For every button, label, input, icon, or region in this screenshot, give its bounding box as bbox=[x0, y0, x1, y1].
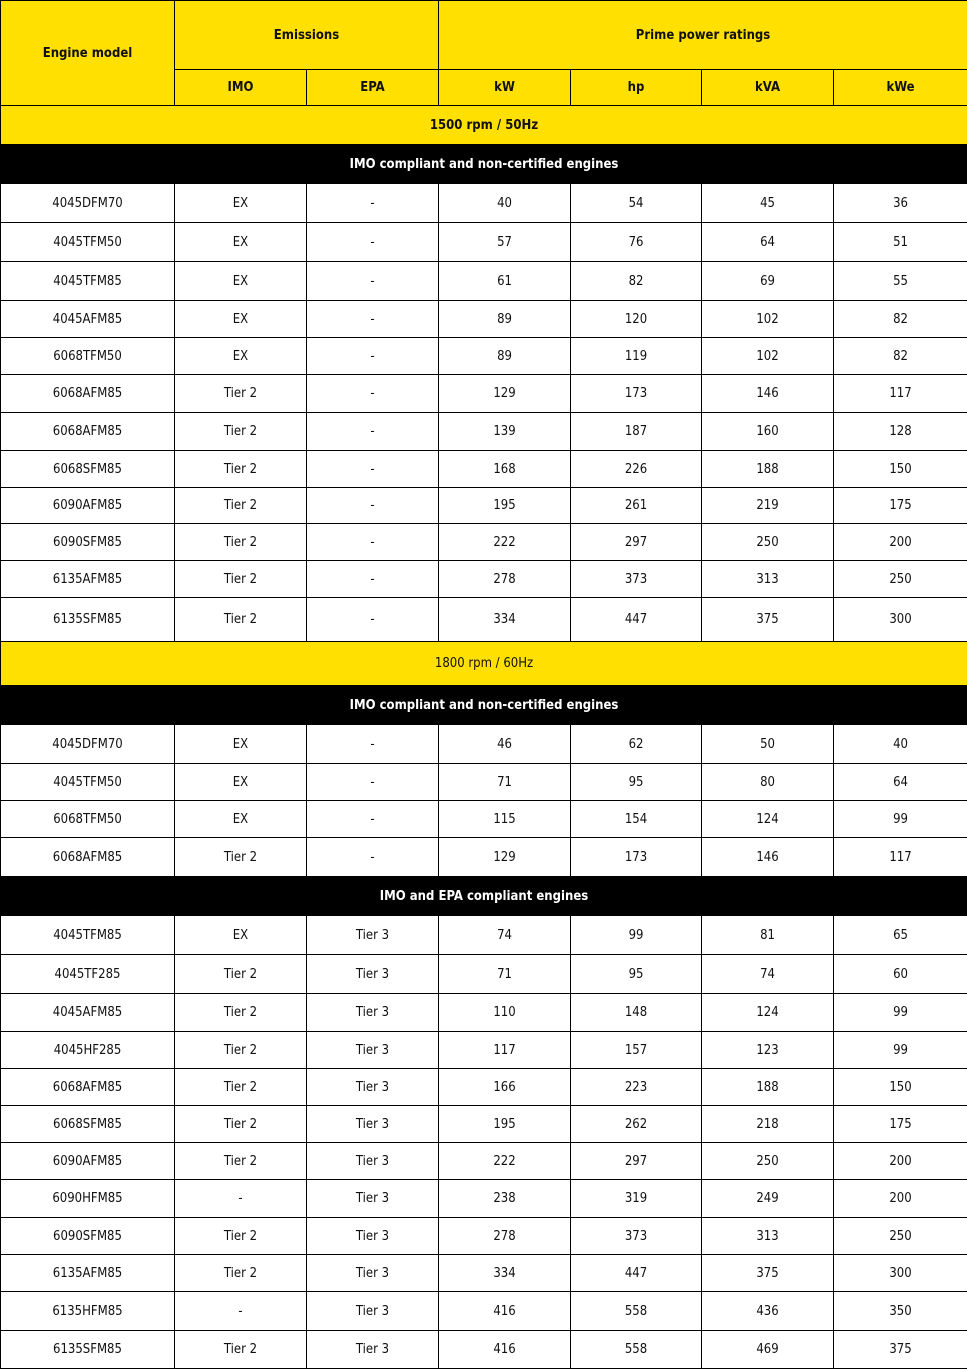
cell-engine-model: 4045TFM50 bbox=[1, 223, 175, 262]
cell-kw: 89 bbox=[439, 301, 571, 338]
cell-epa: - bbox=[307, 838, 439, 877]
cell-engine-model: 6135SFM85 bbox=[1, 1331, 175, 1369]
cell-kwe: 250 bbox=[834, 561, 967, 598]
cell-imo: EX bbox=[175, 262, 307, 301]
table-row bbox=[1, 488, 967, 524]
cell-kwe: 99 bbox=[834, 1032, 967, 1069]
cell-kva: 313 bbox=[702, 561, 834, 598]
cell-epa: - bbox=[307, 598, 439, 642]
cell-imo: Tier 2 bbox=[175, 1218, 307, 1255]
cell-epa: - bbox=[307, 524, 439, 561]
table-row bbox=[1, 1106, 967, 1143]
cell-kwe: 200 bbox=[834, 1143, 967, 1180]
cell-kwe: 150 bbox=[834, 451, 967, 488]
cell-kwe: 64 bbox=[834, 764, 967, 801]
cell-kwe: 300 bbox=[834, 1255, 967, 1292]
table-row bbox=[1, 262, 967, 301]
cell-imo: EX bbox=[175, 764, 307, 801]
cell-kva: 160 bbox=[702, 413, 834, 451]
cell-kwe: 175 bbox=[834, 488, 967, 524]
cell-engine-model: 6090SFM85 bbox=[1, 1218, 175, 1255]
cell-kwe: 82 bbox=[834, 338, 967, 375]
table-row bbox=[1, 955, 967, 994]
cell-hp: 54 bbox=[571, 184, 702, 223]
cell-epa: Tier 3 bbox=[307, 1069, 439, 1106]
cell-engine-model: 6068AFM85 bbox=[1, 413, 175, 451]
cell-kwe: 55 bbox=[834, 262, 967, 301]
speed-band-row bbox=[1, 642, 967, 686]
cell-epa: Tier 3 bbox=[307, 994, 439, 1032]
cell-kva: 188 bbox=[702, 451, 834, 488]
header-kw: kW bbox=[439, 70, 571, 106]
cell-hp: 261 bbox=[571, 488, 702, 524]
cell-engine-model: 6068AFM85 bbox=[1, 838, 175, 877]
cell-hp: 157 bbox=[571, 1032, 702, 1069]
cell-imo: Tier 2 bbox=[175, 488, 307, 524]
cell-imo: - bbox=[175, 1180, 307, 1218]
cell-kw: 278 bbox=[439, 1218, 571, 1255]
cell-hp: 297 bbox=[571, 1143, 702, 1180]
cell-kw: 168 bbox=[439, 451, 571, 488]
table-row bbox=[1, 375, 967, 413]
cell-kwe: 128 bbox=[834, 413, 967, 451]
cell-kva: 188 bbox=[702, 1069, 834, 1106]
cell-epa: Tier 3 bbox=[307, 1180, 439, 1218]
cell-imo: Tier 2 bbox=[175, 1331, 307, 1369]
cell-kwe: 36 bbox=[834, 184, 967, 223]
cell-epa: Tier 3 bbox=[307, 1032, 439, 1069]
cell-imo: EX bbox=[175, 301, 307, 338]
cell-engine-model: 6068TFM50 bbox=[1, 338, 175, 375]
cell-kwe: 40 bbox=[834, 725, 967, 764]
cell-kw: 57 bbox=[439, 223, 571, 262]
cell-imo: Tier 2 bbox=[175, 561, 307, 598]
table-row bbox=[1, 1180, 967, 1218]
cell-kwe: 175 bbox=[834, 1106, 967, 1143]
cell-hp: 187 bbox=[571, 413, 702, 451]
cell-kwe: 117 bbox=[834, 838, 967, 877]
cell-hp: 120 bbox=[571, 301, 702, 338]
cell-kw: 278 bbox=[439, 561, 571, 598]
cell-kva: 250 bbox=[702, 524, 834, 561]
table-row bbox=[1, 1069, 967, 1106]
cell-engine-model: 6090HFM85 bbox=[1, 1180, 175, 1218]
cell-kva: 124 bbox=[702, 801, 834, 838]
cell-kva: 123 bbox=[702, 1032, 834, 1069]
cell-epa: - bbox=[307, 725, 439, 764]
cell-engine-model: 4045AFM85 bbox=[1, 301, 175, 338]
cell-epa: - bbox=[307, 561, 439, 598]
cell-kw: 222 bbox=[439, 1143, 571, 1180]
table-row bbox=[1, 1218, 967, 1255]
table-row bbox=[1, 338, 967, 375]
cell-epa: - bbox=[307, 451, 439, 488]
cell-hp: 76 bbox=[571, 223, 702, 262]
group-title: IMO compliant and non-certified engines bbox=[1, 686, 967, 725]
table-row bbox=[1, 916, 967, 955]
cell-hp: 558 bbox=[571, 1292, 702, 1331]
cell-kva: 313 bbox=[702, 1218, 834, 1255]
cell-kva: 469 bbox=[702, 1331, 834, 1369]
cell-kw: 195 bbox=[439, 488, 571, 524]
cell-hp: 223 bbox=[571, 1069, 702, 1106]
cell-kw: 71 bbox=[439, 955, 571, 994]
cell-imo: Tier 2 bbox=[175, 955, 307, 994]
cell-kva: 218 bbox=[702, 1106, 834, 1143]
cell-kva: 146 bbox=[702, 375, 834, 413]
cell-imo: Tier 2 bbox=[175, 1069, 307, 1106]
cell-engine-model: 4045AFM85 bbox=[1, 994, 175, 1032]
cell-kw: 71 bbox=[439, 764, 571, 801]
cell-kw: 195 bbox=[439, 1106, 571, 1143]
cell-kw: 222 bbox=[439, 524, 571, 561]
cell-kwe: 65 bbox=[834, 916, 967, 955]
cell-kva: 102 bbox=[702, 338, 834, 375]
cell-imo: Tier 2 bbox=[175, 451, 307, 488]
header-prime-power: Prime power ratings bbox=[439, 1, 967, 70]
cell-kwe: 60 bbox=[834, 955, 967, 994]
cell-kwe: 300 bbox=[834, 598, 967, 642]
cell-hp: 447 bbox=[571, 598, 702, 642]
cell-kva: 375 bbox=[702, 1255, 834, 1292]
cell-kw: 110 bbox=[439, 994, 571, 1032]
cell-hp: 373 bbox=[571, 561, 702, 598]
cell-epa: Tier 3 bbox=[307, 1255, 439, 1292]
cell-engine-model: 4045DFM70 bbox=[1, 725, 175, 764]
group-title-row bbox=[1, 145, 967, 184]
cell-hp: 262 bbox=[571, 1106, 702, 1143]
cell-kva: 436 bbox=[702, 1292, 834, 1331]
cell-kva: 375 bbox=[702, 598, 834, 642]
cell-epa: - bbox=[307, 262, 439, 301]
cell-hp: 119 bbox=[571, 338, 702, 375]
cell-kwe: 250 bbox=[834, 1218, 967, 1255]
cell-kwe: 350 bbox=[834, 1292, 967, 1331]
cell-hp: 95 bbox=[571, 955, 702, 994]
cell-kwe: 51 bbox=[834, 223, 967, 262]
group-title: IMO compliant and non-certified engines bbox=[1, 145, 967, 184]
cell-kw: 416 bbox=[439, 1331, 571, 1369]
cell-epa: Tier 3 bbox=[307, 1331, 439, 1369]
cell-hp: 82 bbox=[571, 262, 702, 301]
cell-imo: Tier 2 bbox=[175, 1106, 307, 1143]
header-kwe: kWe bbox=[834, 70, 967, 106]
cell-kwe: 200 bbox=[834, 524, 967, 561]
cell-engine-model: 4045TFM85 bbox=[1, 916, 175, 955]
cell-imo: Tier 2 bbox=[175, 1255, 307, 1292]
cell-kva: 146 bbox=[702, 838, 834, 877]
cell-epa: Tier 3 bbox=[307, 1106, 439, 1143]
table-row bbox=[1, 524, 967, 561]
table-row bbox=[1, 561, 967, 598]
cell-kva: 64 bbox=[702, 223, 834, 262]
cell-kwe: 117 bbox=[834, 375, 967, 413]
speed-band-label: 1500 rpm / 50Hz bbox=[1, 106, 967, 145]
cell-epa: - bbox=[307, 764, 439, 801]
speed-band-row bbox=[1, 106, 967, 145]
cell-kw: 238 bbox=[439, 1180, 571, 1218]
cell-kw: 129 bbox=[439, 838, 571, 877]
cell-engine-model: 6068SFM85 bbox=[1, 451, 175, 488]
cell-engine-model: 6068AFM85 bbox=[1, 375, 175, 413]
cell-kw: 416 bbox=[439, 1292, 571, 1331]
group-title: IMO and EPA compliant engines bbox=[1, 877, 967, 916]
table-row bbox=[1, 413, 967, 451]
group-title-row bbox=[1, 686, 967, 725]
cell-kva: 250 bbox=[702, 1143, 834, 1180]
cell-kwe: 82 bbox=[834, 301, 967, 338]
cell-imo: EX bbox=[175, 338, 307, 375]
table-row bbox=[1, 1331, 967, 1369]
cell-imo: EX bbox=[175, 184, 307, 223]
cell-engine-model: 6135SFM85 bbox=[1, 598, 175, 642]
cell-imo: Tier 2 bbox=[175, 598, 307, 642]
cell-imo: Tier 2 bbox=[175, 375, 307, 413]
cell-imo: Tier 2 bbox=[175, 413, 307, 451]
table-row bbox=[1, 1292, 967, 1331]
cell-imo: Tier 2 bbox=[175, 524, 307, 561]
cell-epa: - bbox=[307, 801, 439, 838]
table-row bbox=[1, 764, 967, 801]
table-row bbox=[1, 598, 967, 642]
table-row bbox=[1, 1143, 967, 1180]
cell-hp: 148 bbox=[571, 994, 702, 1032]
table-row bbox=[1, 451, 967, 488]
cell-kw: 166 bbox=[439, 1069, 571, 1106]
cell-engine-model: 6090AFM85 bbox=[1, 488, 175, 524]
header-hp: hp bbox=[571, 70, 702, 106]
cell-epa: - bbox=[307, 338, 439, 375]
cell-imo: Tier 2 bbox=[175, 994, 307, 1032]
cell-kw: 74 bbox=[439, 916, 571, 955]
table-row bbox=[1, 1255, 967, 1292]
cell-kw: 117 bbox=[439, 1032, 571, 1069]
group-title-row bbox=[1, 877, 967, 916]
cell-engine-model: 6135AFM85 bbox=[1, 561, 175, 598]
cell-engine-model: 6135AFM85 bbox=[1, 1255, 175, 1292]
cell-imo: - bbox=[175, 1292, 307, 1331]
cell-epa: Tier 3 bbox=[307, 1143, 439, 1180]
cell-hp: 99 bbox=[571, 916, 702, 955]
cell-kva: 45 bbox=[702, 184, 834, 223]
speed-band-label: 1800 rpm / 60Hz bbox=[1, 642, 967, 686]
cell-engine-model: 4045TFM85 bbox=[1, 262, 175, 301]
header-engine-model: Engine model bbox=[1, 1, 175, 106]
cell-epa: - bbox=[307, 375, 439, 413]
cell-epa: - bbox=[307, 488, 439, 524]
cell-hp: 95 bbox=[571, 764, 702, 801]
cell-engine-model: 6090AFM85 bbox=[1, 1143, 175, 1180]
table-row bbox=[1, 838, 967, 877]
cell-engine-model: 6068SFM85 bbox=[1, 1106, 175, 1143]
cell-kva: 74 bbox=[702, 955, 834, 994]
header-kva: kVA bbox=[702, 70, 834, 106]
cell-engine-model: 6135HFM85 bbox=[1, 1292, 175, 1331]
cell-hp: 319 bbox=[571, 1180, 702, 1218]
cell-kw: 334 bbox=[439, 598, 571, 642]
cell-hp: 173 bbox=[571, 375, 702, 413]
cell-hp: 62 bbox=[571, 725, 702, 764]
cell-kw: 334 bbox=[439, 1255, 571, 1292]
cell-kwe: 99 bbox=[834, 994, 967, 1032]
cell-epa: Tier 3 bbox=[307, 916, 439, 955]
cell-epa: - bbox=[307, 223, 439, 262]
cell-hp: 297 bbox=[571, 524, 702, 561]
cell-hp: 558 bbox=[571, 1331, 702, 1369]
cell-kva: 249 bbox=[702, 1180, 834, 1218]
table-row bbox=[1, 725, 967, 764]
cell-kw: 61 bbox=[439, 262, 571, 301]
cell-kva: 102 bbox=[702, 301, 834, 338]
cell-hp: 226 bbox=[571, 451, 702, 488]
cell-kwe: 375 bbox=[834, 1331, 967, 1369]
cell-engine-model: 4045TFM50 bbox=[1, 764, 175, 801]
cell-hp: 447 bbox=[571, 1255, 702, 1292]
cell-epa: - bbox=[307, 413, 439, 451]
cell-imo: EX bbox=[175, 801, 307, 838]
cell-imo: Tier 2 bbox=[175, 1032, 307, 1069]
cell-kw: 139 bbox=[439, 413, 571, 451]
cell-kw: 46 bbox=[439, 725, 571, 764]
cell-kwe: 150 bbox=[834, 1069, 967, 1106]
cell-engine-model: 4045DFM70 bbox=[1, 184, 175, 223]
cell-imo: Tier 2 bbox=[175, 838, 307, 877]
cell-kva: 80 bbox=[702, 764, 834, 801]
table-row bbox=[1, 994, 967, 1032]
header-emissions: Emissions bbox=[175, 1, 439, 70]
cell-engine-model: 6068AFM85 bbox=[1, 1069, 175, 1106]
cell-epa: Tier 3 bbox=[307, 1292, 439, 1331]
cell-kwe: 200 bbox=[834, 1180, 967, 1218]
table-row bbox=[1, 801, 967, 838]
cell-imo: EX bbox=[175, 916, 307, 955]
cell-engine-model: 4045TF285 bbox=[1, 955, 175, 994]
cell-epa: - bbox=[307, 184, 439, 223]
table-row bbox=[1, 1032, 967, 1069]
cell-epa: Tier 3 bbox=[307, 955, 439, 994]
cell-kva: 124 bbox=[702, 994, 834, 1032]
cell-epa: Tier 3 bbox=[307, 1218, 439, 1255]
table-body bbox=[1, 106, 967, 1369]
table-row bbox=[1, 184, 967, 223]
cell-imo: EX bbox=[175, 223, 307, 262]
cell-hp: 154 bbox=[571, 801, 702, 838]
cell-hp: 173 bbox=[571, 838, 702, 877]
cell-imo: Tier 2 bbox=[175, 1143, 307, 1180]
cell-kva: 69 bbox=[702, 262, 834, 301]
header-imo: IMO bbox=[175, 70, 307, 106]
table-row bbox=[1, 301, 967, 338]
cell-kwe: 99 bbox=[834, 801, 967, 838]
cell-kva: 81 bbox=[702, 916, 834, 955]
cell-engine-model: 6068TFM50 bbox=[1, 801, 175, 838]
cell-kw: 89 bbox=[439, 338, 571, 375]
cell-kw: 115 bbox=[439, 801, 571, 838]
header-epa: EPA bbox=[307, 70, 439, 106]
cell-engine-model: 6090SFM85 bbox=[1, 524, 175, 561]
cell-kw: 40 bbox=[439, 184, 571, 223]
cell-kva: 219 bbox=[702, 488, 834, 524]
cell-hp: 373 bbox=[571, 1218, 702, 1255]
cell-kva: 50 bbox=[702, 725, 834, 764]
cell-engine-model: 4045HF285 bbox=[1, 1032, 175, 1069]
cell-epa: - bbox=[307, 301, 439, 338]
cell-imo: EX bbox=[175, 725, 307, 764]
cell-kw: 129 bbox=[439, 375, 571, 413]
table-row bbox=[1, 223, 967, 262]
